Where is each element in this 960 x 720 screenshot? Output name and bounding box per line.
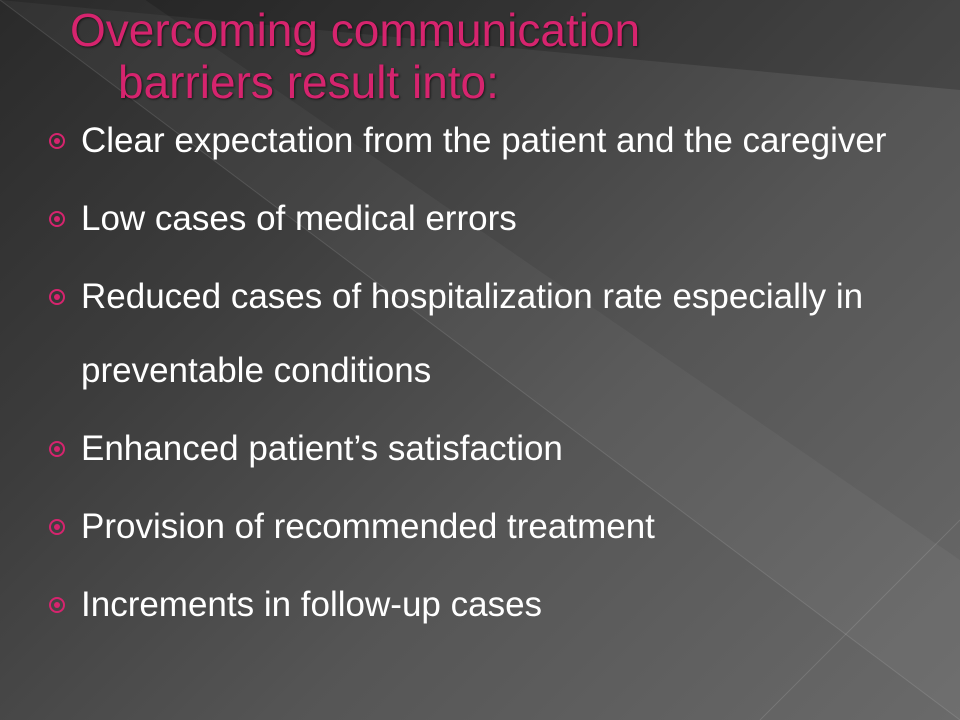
bullet-text: Clear expectation from the patient and the caregiver [81, 121, 887, 160]
bullet-item [0, 260, 960, 408]
bullet-text: Increments in follow-up cases [81, 585, 543, 624]
circled-dot-bullet-icon [49, 519, 65, 535]
bullet-text: Low cases of medical errors [81, 199, 517, 238]
bullet-text: Reduced cases of hospitalization rate especially in preventable conditions [81, 277, 864, 390]
slide-title-line-2: barriers result into: [118, 56, 499, 108]
bullet-list [0, 104, 960, 646]
circled-dot-bullet-icon [49, 289, 65, 305]
circled-dot-bullet-icon [49, 597, 65, 613]
bullet-text: Enhanced patient’s satisfaction [81, 429, 563, 468]
bullet-item [0, 568, 960, 642]
circled-dot-bullet-icon [49, 441, 65, 457]
circled-dot-bullet-icon [49, 211, 65, 227]
bullet-item [0, 104, 960, 178]
bullet-item [0, 412, 960, 486]
bullet-item [0, 182, 960, 256]
slide-title-line-1: Overcoming communication [70, 4, 641, 56]
slide-title [0, 4, 960, 108]
circled-dot-bullet-icon [49, 133, 65, 149]
bullet-text: Provision of recommended treatment [81, 507, 655, 546]
bullet-item [0, 490, 960, 564]
